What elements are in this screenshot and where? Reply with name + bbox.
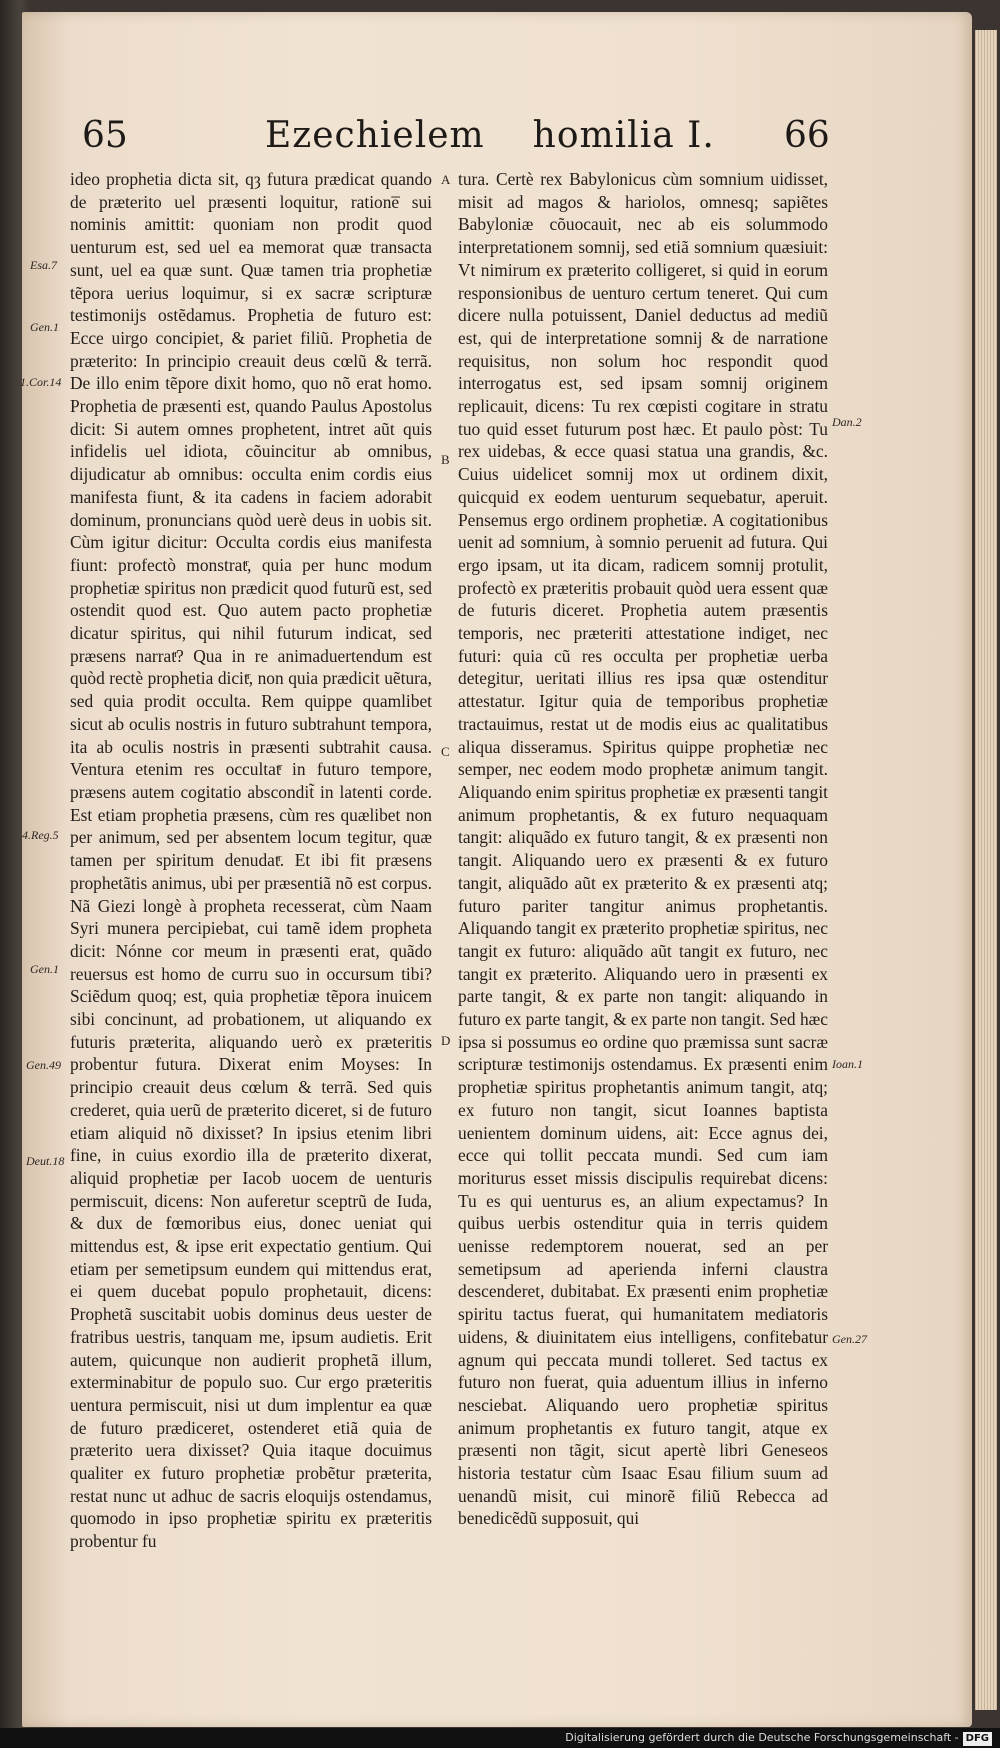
left-column-text: ideo prophetia dicta sit, qȝ futura prædicat quando de præterito uel præsenti loquitur, ratione̅ sui nominis amittit: quoniam non prodit quod uenturum est, sed uel ea memorat quæ transacta sunt, uel ea quæ sunt. Quæ tamen tria prophetiæ tẽpora uerius loquimur, si ex sacræ scripturæ testimonijs ostẽdamus. Prophetia de futuro est: Ecce uirgo concipiet, & pariet filiũ. Prophetia de præterito: In principio creauit deus cœlũ & terrã. De illo enim tẽpore dixit homo, quo nõ erat homo. Prophetia de præsenti est, quando Paulus Apostolus dicit: Si autem omnes prophetent, intret aũt quis infidelis uel idiota, cõuincitur ab omnibus, dijudicatur ab omnibus: occulta enim cordis eius manifesta fiunt, & ita cadens in faciem adorabit dominum, pronuncians quòd uerè deus in uobis sit. Cùm igitur dicitur: Occulta cordis eius manifesta fiunt: profectò monstratͬ, quia per hunc modum prophetiæ spiritus non prædicit quod futurũ est, sed ostendit quod est. Quo autem pacto prophetiæ dicatur spiritus, qui nihil futurum indicat, sed præsens narratͬ? Qua in re animaduertendum est quòd rectè prophetia dicitͬ, non quia prædicit uẽtura, sed quia prodit occulta. Rem quippe quamlibet sicut ab oculis nostris in futuro subtrahunt tempora, ita ab oculis nostris in præsenti subtrahit causa. Ventura etenim res occultatͬ in futuro tempore, præsens autem cogitatio abscondit̃ in latenti corde. Est etiam prophetia præsens, cùm res quælibet non per animum, sed per absentem locum tegitur, quæ tamen per spiritum denudatͬ. Et ibi fit præsens prophetãtis animus, ubi per præsentiã nõ est corpus. Nã Giezi longè à propheta recesserat, cùm Naam Syri munera percipiebat, cui tamẽ idem propheta dicit: Nónne cor meum in præsenti erat, quãdo reuersus est homo de curru suo in occursum tibi? Sciẽdum quoq; est, quia prophetiæ tẽpora inuicem sibi concinunt, ad probationem, ut aliquando ex futuris præterita, aliquando uerò ex præteritis probentur futura. Dixerat enim Moyses: In principio creauit deus cœlum & terrã. Sed quis crederet, quia uerũ de præterito diceret, si de futuro etiam aliquid nõ dixisset? In ipsius etenim libri fine, in cuius exordio illa de præterito dixerat, aliquid prophetiæ per Iacob uocem de uenturis permiscuit, dicens: Non auferetur sceptrũ de Iuda, & dux de fœmoribus eius, donec ueniat qui mittendus est, & ipse erit expectatio gentium. Qui etiam per semetipsum eundem qui mittendus erat, ei quem ducebat populo prophetauit, dicens: Prophetã suscitabit uobis dominus deus uester de fratribus uestris, tanquam me, ipsum audietis. Erit autem, quicunque non audierit prophetã illum, exterminabitur de populo suo. Cur ergo præteritis uentura permiscuit, nisi ut dum implentur ea quæ de futuro prædiceret, ostenderet etiã quia de præterito uera dixisset? Quia itaque docuimus qualiter ex futuro prophetiæ probẽtur præterita, restat nunc ut adhuc de sacris eloquijs ostendamus, quomodo in ipso prophetiæ spiritu ex præteritis probentur fu xyxy=(70,169,432,1552)
margin-note: Dan.2 xyxy=(832,415,862,429)
margin-note: Gen.1 xyxy=(30,962,59,976)
footer-credit: Digitalisierung gefördert durch die Deutsche Forschungsgemeinschaft - xyxy=(565,1731,959,1744)
right-text-column xyxy=(458,168,828,1530)
section-letter: C xyxy=(441,744,450,759)
left-text-column xyxy=(70,168,432,1553)
margin-note: 4.Reg.5 xyxy=(22,828,59,842)
right-column-text: tura. Certè rex Babylonicus cùm somnium uidisset, misit ad magos & hariolos, omnesq; sapiẽtes Babyloniæ cõuocauit, nec ab eis solummodo interpretationem somnij, sed etiã somnium quæsiuit: Vt nimirum ex præterito colligeret, si quid in eorum responsionibus de uenturo certum teneret. Qui cum dicere nulla potuissent, Daniel deductus ad mediũ est, qui de interpretatione somnij & de narratione requisitus, non solum hoc respondit quod interrogatus est, sed ipsam somnij originem replicauit, dicens: Tu rex cœpisti cogitare in stratu tuo quid esset futurum post hæc. Et paulo pòst: Tu rex uidebas, & ecce quasi statua una grandis, &c. Cuius uidelicet somnij mox ut ordinem dixit, quicquid ex eodem uenturum sequebatur, aperuit. Pensemus ergo ordinem prophetiæ. A cogitationibus uenit ad somnium, à somnio peruenit ad futura. Qui ergo ipsam, ut ita dicam, radicem somnij protulit, profectò ex præteritis probauit quòd uera essent quæ de futuris diceret. Prophetia autem præsentis temporis, nec præteriti attestatione indiget, nec futuri: quia cũ res occulta per prophetiæ uerba detegitur, ueritati illius res ipsa quæ ostenditur attestatur. Igitur quia de temporibus prophetiæ tractauimus, restat ut de modis eius ac qualitatibus aliqua disseramus. Spiritus quippe prophetiæ nec semper, nec eodem modo prophetæ animum tangit. Aliquando enim spiritus prophetiæ ex præsenti tangit animum prophetantis, & ex futuro nequaquam tangit: aliquãdo ex futuro tangit, & ex præsenti non tangit. Aliquando uero ex præsenti & ex futuro tangit, aliquãdo aũt ex præterito & ex præsenti atq; futuro pariter tangitur animus prophetantis. Aliquando tangit ex præterito prophetiæ spiritus, nec tangit ex futuro: aliquãdo aũt tangit ex futuro, nec tangit ex præterito. Aliquando uero in præsenti ex parte tangit, & ex parte non tangit: aliquando in futuro ex parte tangit, & ex parte non tangit. Sed hæc ipsa si possumus eo ordine quo præmissa sunt sacræ scripturæ testimonijs ostendamus. Ex præsenti enim prophetiæ spiritus prophetantis animum tangit, atq; ex futuro non tangit, sicut Ioannes baptista uenientem dominum uidens, ait: Ecce agnus dei, ecce qui tollit peccata mundi. Sed cum iam moriturus esset missis discipulis requirebat dicens: Tu es qui uenturus es, an alium expectamus? In quibus uerbis ostenditur quia in terris quidem uenisse redemptorem nouerat, sed an per semetipsum ad aperienda inferni claustra descenderet, dubitabat. Ex præsenti enim prophetiæ spiritu tactus fuerat, qui humanitatem mediatoris uidens, & diuinitatem eius intelligens, confitebatur agnum qui peccata mundi tolleret. Sed tactus ex futuro non fuerat, quia aduentum illius in inferno nesciebat. Aliquando uero prophetiæ spiritus animum prophetantis ex futuro tangit, atque ex præsenti non tãgit, sicut apertè libri Geneseos historia testatur cùm Isaac Esau filium suum ad uenandũ misit, cui minorẽ filiũ Rebecca ad benedicẽdũ supposuit, qui xyxy=(458,169,828,1529)
running-title-word1: Ezechielem xyxy=(265,115,485,156)
section-letter: B xyxy=(441,452,450,467)
margin-note: Esa.7 xyxy=(30,258,57,272)
margin-note: Deut.18 xyxy=(26,1154,65,1168)
margin-note: Ioan.1 xyxy=(832,1057,863,1071)
section-letter: A xyxy=(441,172,451,187)
page-edges xyxy=(975,30,997,1710)
running-title xyxy=(265,115,763,156)
section-letter: D xyxy=(441,1033,451,1048)
margin-note: Gen.1 xyxy=(30,320,59,334)
running-title-word2: homilia I. xyxy=(532,115,715,156)
left-page-number: 65 xyxy=(82,115,128,156)
margin-note: Gen.27 xyxy=(832,1332,867,1346)
margin-note: 1.Cor.14 xyxy=(20,375,62,389)
running-header xyxy=(0,115,1000,165)
dfg-logo: DFG xyxy=(963,1732,992,1746)
margin-note: Gen.49 xyxy=(26,1058,61,1072)
right-page-number: 66 xyxy=(784,115,830,156)
footer-bar xyxy=(0,1728,1000,1748)
